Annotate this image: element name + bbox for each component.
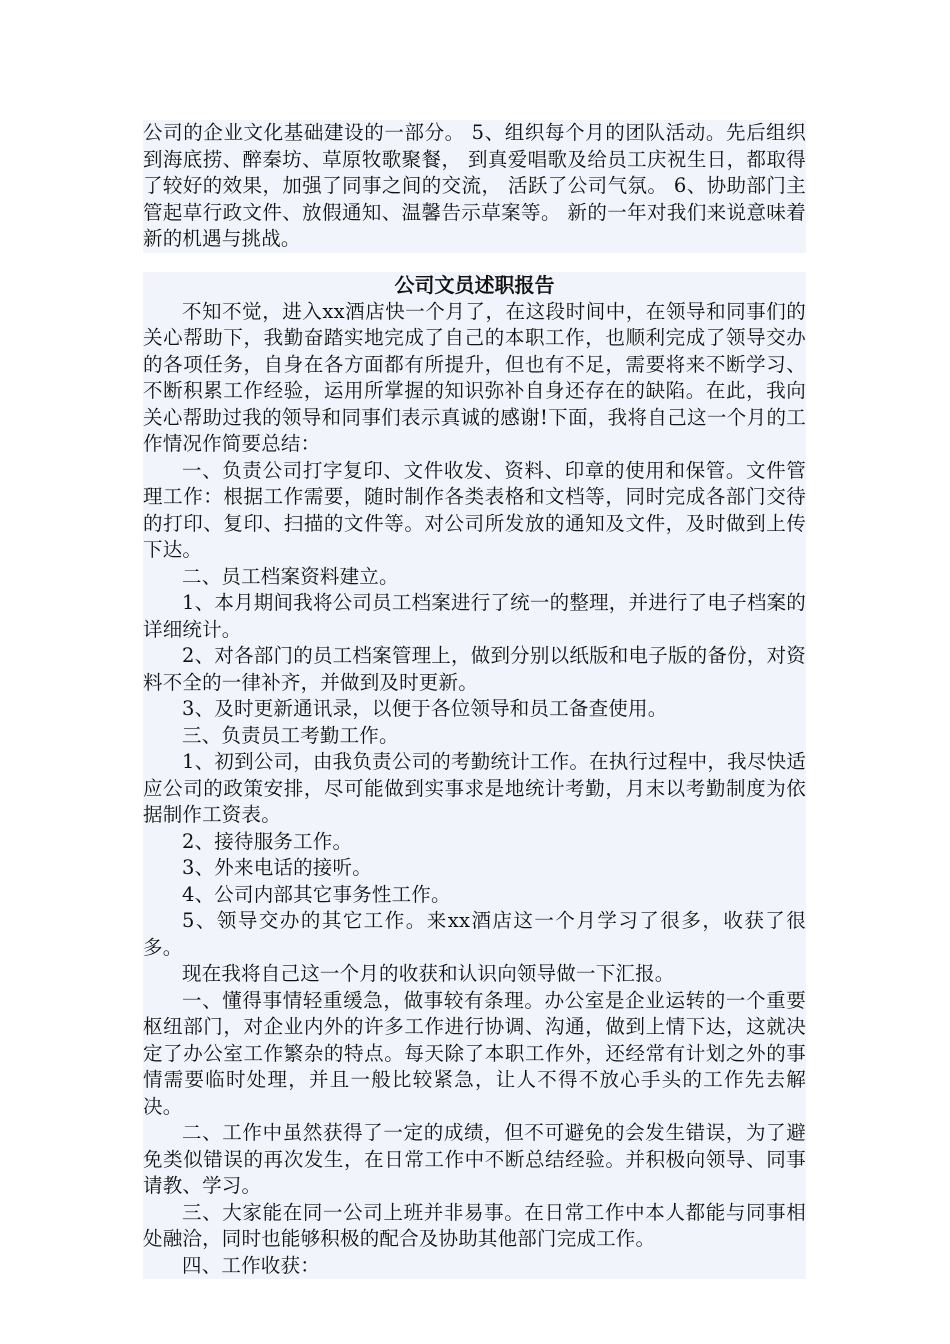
report-paragraph: 三、大家能在同一公司上班并非易事。在日常工作中本人都能与同事相处融洽，同时也能够积极的配合及协助其他部门完成工作。 — [143, 1200, 806, 1250]
report-paragraph: 1、初到公司，由我负责公司的考勤统计工作。在执行过程中，我尽快适应公司的政策安排，尽可能做到实事求是地统计考勤，月末以考勤制度为依据制作工资表。 — [143, 750, 806, 826]
report-title: 公司文员述职报告 — [394, 273, 555, 297]
report-paragraph: 四、工作收获： — [182, 1253, 320, 1277]
report-paragraph: 二、员工档案资料建立。 — [182, 564, 399, 588]
report-paragraph: 不知不觉，进入xx酒店快一个月了，在这段时间中，在领导和同事们的关心帮助下，我勤奋踏实地完成了自己的本职工作，也顺利完成了领导交办的各项任务，自身在各方面都有所提升，但也有不足，需要将来不断学习、不断积累工作经验，运用所掌握的知识弥补自身还存在的缺陷。在此，我向关心帮助过我的领导和同事们表示真诚的感谢!下面，我将自己这一个月的工作情况作简要总结： — [143, 299, 806, 455]
report-paragraph: 一、负责公司打字复印、文件收发、资料、印章的使用和保管。文件管理工作：根据工作需要，随时制作各类表格和文档等，同时完成各部门交待的打印、复印、扫描的文件等。对公司所发放的通知及文件，及时做到上传下达。 — [143, 458, 806, 561]
report-paragraph: 4、公司内部其它事务性工作。 — [182, 882, 451, 906]
previous-section-tail — [143, 120, 806, 253]
report-paragraph: 3、及时更新通讯录，以便于各位领导和员工备查使用。 — [182, 697, 668, 720]
report-paragraph: 三、负责员工考勤工作。 — [182, 723, 399, 747]
report-section — [143, 272, 806, 1279]
report-paragraph: 5、领导交办的其它工作。来xx酒店这一个月学习了很多，收获了很多。 — [143, 909, 806, 959]
report-paragraph: 3、外来电话的接听。 — [182, 856, 372, 879]
report-paragraph: 一、懂得事情轻重缓急，做事较有条理。办公室是企业运转的一个重要枢纽部门，对企业内外的许多工作进行协调、沟通，做到上情下达，这就决定了办公室工作繁杂的特点。每天除了本职工作外，还经常有计划之外的事情需要临时处理，并且一般比较紧急，让人不得不放心手头的工作先去解决。 — [143, 988, 806, 1118]
report-paragraph: 1、本月期间我将公司员工档案进行了统一的整理，并进行了电子档案的详细统计。 — [143, 591, 806, 641]
report-paragraph: 2、接待服务工作。 — [182, 829, 353, 853]
closing-paragraph: 公司的企业文化基础建设的一部分。 5、组织每个月的团队活动。先后组织到海底捞、醉秦坊、草原牧歌聚餐， 到真爱唱歌及给员工庆祝生日，都取得了较好的效果，加强了同事之间的交流， 活跃了公司气氛。 6、协助部门主管起草行政文件、放假通知、温馨告示草案等。 新的一年对我们来说意味着新的机遇与挑战。 — [143, 121, 806, 250]
report-paragraph: 现在我将自己这一个月的收获和认识向领导做一下汇报。 — [182, 962, 675, 985]
report-paragraph: 2、对各部门的员工档案管理上，做到分别以纸版和电子版的备份，对资料不全的一律补齐，并做到及时更新。 — [143, 644, 806, 694]
report-paragraph: 二、工作中虽然获得了一定的成绩，但不可避免的会发生错误，为了避免类似错误的再次发生，在日常工作中不断总结经验。并积极向领导、同事请教、学习。 — [143, 1121, 806, 1197]
